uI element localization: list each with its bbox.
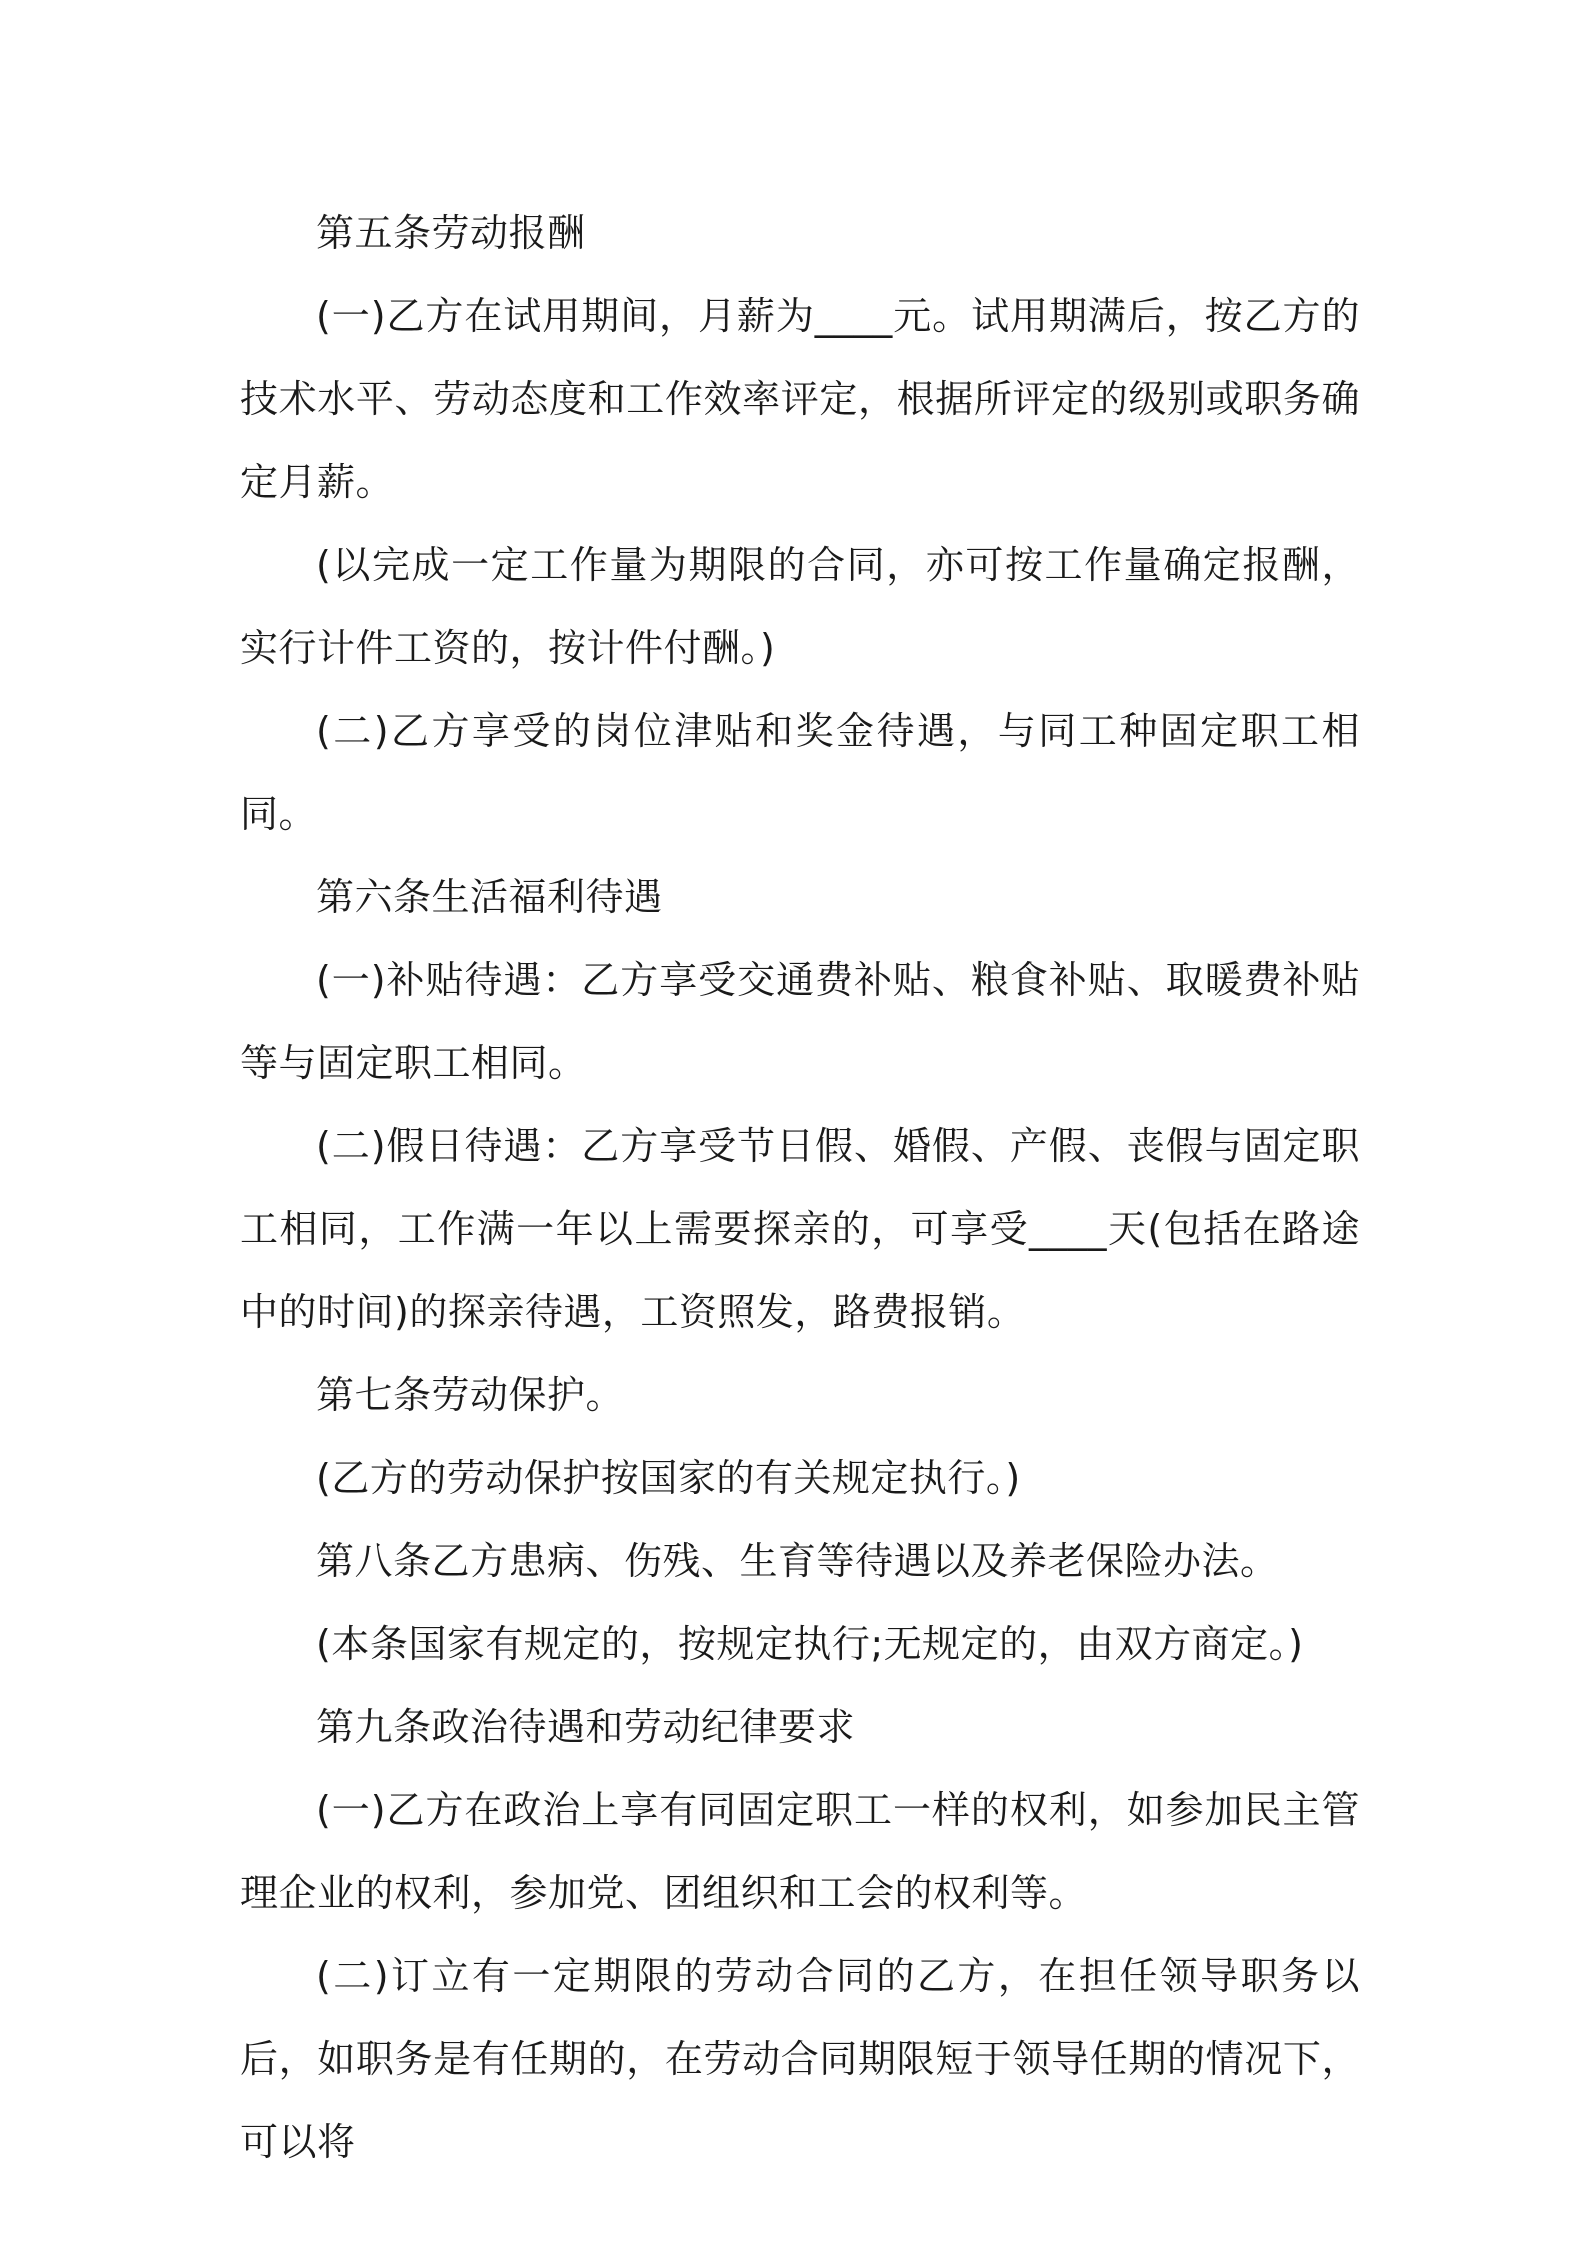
heading-article-6: 第六条生活福利待遇 [316,875,663,919]
paragraph-article-8-note: (本条国家有规定的，按规定执行;无规定的，由双方商定。) [316,1622,1304,1666]
heading-article-5: 第五条劳动报酬 [316,211,586,255]
paragraph-piecework-note: (以完成一定工作量为期限的合同，亦可按工作量确定报酬，实行计件工资的，按计件付酬。) [240,543,1360,670]
paragraph-probation-salary: (一)乙方在试用期间，月薪为____元。试用期满后，按乙方的技术水平、劳动态度和工作效率评定，根据所评定的级别或职务确定月薪。 [240,294,1360,504]
paragraph-allowance-bonus: (二)乙方享受的岗位津贴和奖金待遇，与同工种固定职工相同。 [240,709,1360,836]
paragraph-holiday: (二)假日待遇：乙方享受节日假、婚假、产假、丧假与固定职工相同，工作满一年以上需要探亲的，可享受____天(包括在路途中的时间)的探亲待遇，工资照发，路费报销。 [240,1124,1360,1334]
paragraph-subsidy: (一)补贴待遇：乙方享受交通费补贴、粮食补贴、取暖费补贴等与固定职工相同。 [240,958,1360,1085]
heading-article-9: 第九条政治待遇和劳动纪律要求 [316,1705,856,1749]
heading-article-7: 第七条劳动保护。 [316,1373,625,1417]
paragraph-political-rights: (一)乙方在政治上享有同固定职工一样的权利，如参加民主管理企业的权利，参加党、团组织和工会的权利等。 [240,1788,1360,1915]
paragraph-leadership-term: (二)订立有一定期限的劳动合同的乙方，在担任领导职务以后，如职务是有任期的，在劳动合同期限短于领导任期的情况下，可以将 [240,1954,1360,2164]
heading-article-8: 第八条乙方患病、伤残、生育等待遇以及养老保险办法。 [316,1539,1279,1583]
paragraph-labor-protection: (乙方的劳动保护按国家的有关规定执行。) [316,1456,1021,1500]
document-body [240,192,1360,2184]
